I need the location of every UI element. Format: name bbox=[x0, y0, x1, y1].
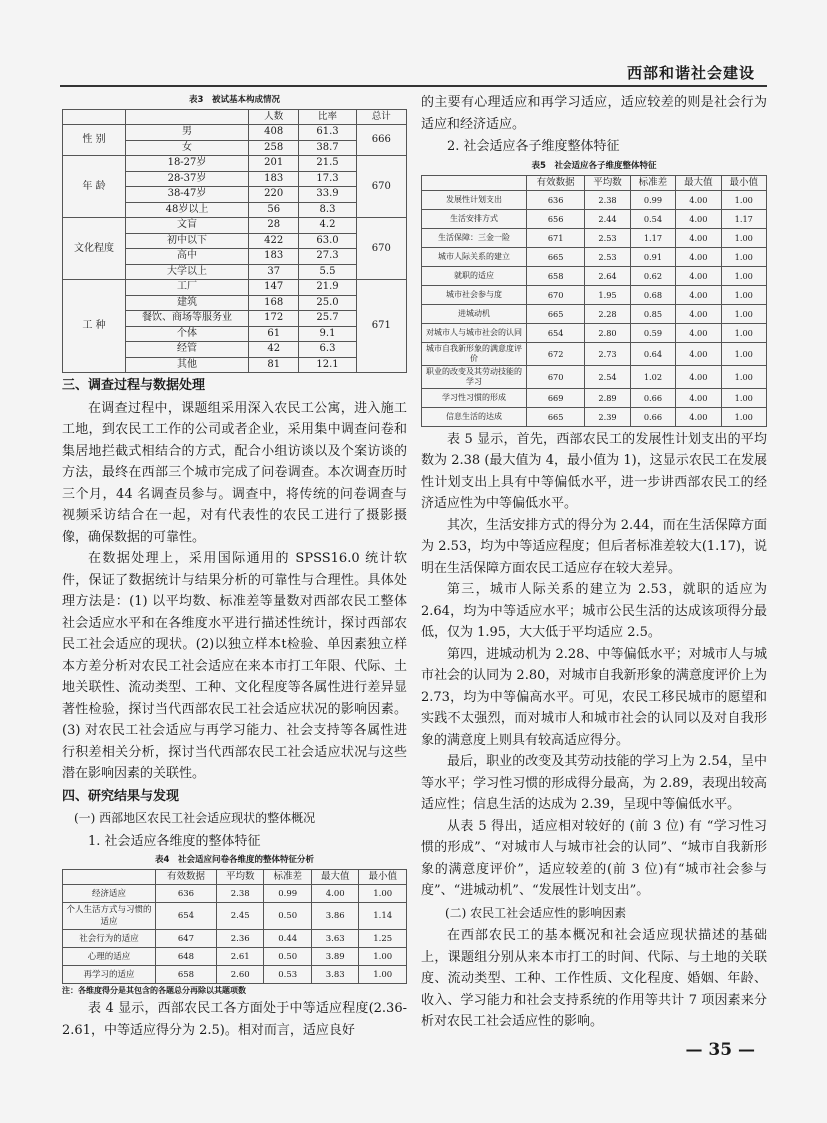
table-cell: 61.3 bbox=[299, 125, 356, 141]
table3-header-row bbox=[63, 110, 407, 125]
table-cell: 0.64 bbox=[630, 342, 675, 365]
table-cell: 工厂 bbox=[126, 280, 249, 296]
table5-header-cell: 标准差 bbox=[630, 175, 675, 190]
table-row bbox=[63, 885, 407, 903]
table-cell: 1.17 bbox=[721, 209, 766, 228]
table-cell: 27.3 bbox=[299, 249, 356, 265]
section-heading: 三、调查过程与数据处理 bbox=[62, 378, 206, 393]
table3-header-cell: 人数 bbox=[249, 110, 299, 125]
table-cell: 56 bbox=[249, 202, 299, 218]
table3-header-cell bbox=[126, 110, 249, 125]
subsection-heading: (一) 西部地区农民工社会适应现状的整体概况 bbox=[74, 811, 316, 825]
subsection-heading: 2. 社会适应各子维度整体特征 bbox=[447, 139, 620, 154]
table-cell: 422 bbox=[249, 233, 299, 249]
table-cell: 183 bbox=[249, 249, 299, 265]
table-cell: 4.00 bbox=[676, 365, 721, 388]
table-cell: 63.0 bbox=[299, 233, 356, 249]
table-cell: 21.9 bbox=[299, 280, 356, 296]
table-cell: 1.14 bbox=[359, 903, 407, 930]
table-cell: 2.45 bbox=[216, 903, 264, 930]
table3 bbox=[62, 109, 407, 373]
row-label: 个人生活方式与习惯的适应 bbox=[63, 903, 156, 930]
table-row bbox=[422, 388, 767, 407]
table-row bbox=[422, 342, 767, 365]
subsection-heading: (二) 农民工社会适应性的影响因素 bbox=[445, 905, 627, 920]
table-row bbox=[422, 285, 767, 304]
table-cell: 17.3 bbox=[299, 171, 356, 187]
paragraph: 在数据处理上，采用国际通用的 SPSS16.0 统计软件，保证了数据统计与结果分析的可靠性与合理性。具体处理方法是：(1) 以平均数、标准差等量数对西部农民工整体社会适应水平和在各维度水平进行描述性统计，探讨西部农民工社会适应的现状。(2)以独立样本t检验、单因素独立样本方差分析对农民工社会适应在来本市打工年限、代际、土地关联性、流动类型、工种、文化程度等各属性进行差异显著性检验，探讨当代西部农民工社会适应状况的影响因素。(3) 对农民工社会适应与再学习能力、社会支持等各属性进行积差相关分析，探讨当代西部农民工社会适应状况与这些潜在影响因素的关联性。 bbox=[62, 551, 407, 781]
table-cell: 25.7 bbox=[299, 311, 356, 327]
table-cell: 42 bbox=[249, 342, 299, 358]
table-row bbox=[422, 228, 767, 247]
table-cell: 672 bbox=[527, 342, 585, 365]
table-cell: 665 bbox=[527, 407, 585, 426]
table-cell: 1.17 bbox=[630, 228, 675, 247]
page-number: — 35 — bbox=[685, 1040, 755, 1060]
table3-header-cell: 比率 bbox=[299, 110, 356, 125]
table-cell: 658 bbox=[527, 266, 585, 285]
table-cell: 172 bbox=[249, 311, 299, 327]
table-cell: 1.00 bbox=[721, 342, 766, 365]
table5-header-cell bbox=[422, 175, 527, 190]
journal-section-title: 西部和谐社会建设 bbox=[626, 64, 755, 82]
table-cell: 1.00 bbox=[721, 190, 766, 209]
table-cell: 48岁以上 bbox=[126, 202, 249, 218]
table-cell: 12.1 bbox=[299, 357, 356, 373]
row-label: 生活安排方式 bbox=[422, 209, 527, 228]
paragraph: 第三，城市人际关系的建立为 2.53，就职的适应为 2.64，均为中等适应水平；城市公民生活的达成该项得分最低，仅为 1.95，大大低于平均适应 2.5。 bbox=[421, 582, 767, 640]
table-cell: 665 bbox=[527, 304, 585, 323]
table5-header-row bbox=[422, 175, 767, 190]
table-cell: 女 bbox=[126, 140, 249, 156]
table-cell: 1.00 bbox=[721, 407, 766, 426]
table-cell: 1.00 bbox=[359, 966, 407, 984]
table-cell: 0.91 bbox=[630, 247, 675, 266]
table-cell: 38.7 bbox=[299, 140, 356, 156]
right-column bbox=[421, 92, 767, 1033]
table-row bbox=[63, 966, 407, 984]
row-label: 城市自我新形象的满意度评价 bbox=[422, 342, 527, 365]
table-cell: 2.44 bbox=[585, 209, 630, 228]
table-cell: 61 bbox=[249, 326, 299, 342]
table-cell: 4.00 bbox=[676, 266, 721, 285]
table-cell: 个体 bbox=[126, 326, 249, 342]
table-cell: 669 bbox=[527, 388, 585, 407]
table-cell: 0.68 bbox=[630, 285, 675, 304]
table-cell: 4.00 bbox=[676, 190, 721, 209]
table-cell: 1.00 bbox=[721, 247, 766, 266]
table-cell: 258 bbox=[249, 140, 299, 156]
table-cell: 9.1 bbox=[299, 326, 356, 342]
paragraph: 表 5 显示，首先，西部农民工的发展性计划支出的平均数为 2.38 (最大值为 4，最小值为 1)，这显示农民工在发展性计划支出上具有中等偏低水平，进一步讲西部农民工的经济适应性为中等偏低水平。 bbox=[421, 431, 767, 511]
table3-body bbox=[63, 125, 407, 373]
table5-caption: 表5 社会适应各子维度整体特征 bbox=[531, 160, 657, 171]
table-cell: 28 bbox=[249, 218, 299, 234]
table4 bbox=[62, 869, 407, 984]
table-row bbox=[422, 266, 767, 285]
table-row bbox=[422, 407, 767, 426]
paragraph: 的主要有心理适应和再学习适应，适应较差的则是社会行为适应和经济适应。 bbox=[421, 95, 767, 132]
table-cell: 5.5 bbox=[299, 264, 356, 280]
table-cell: 2.64 bbox=[585, 266, 630, 285]
table-cell: 408 bbox=[249, 125, 299, 141]
table-cell: 168 bbox=[249, 295, 299, 311]
table-cell: 4.00 bbox=[676, 209, 721, 228]
row-label: 就职的适应 bbox=[422, 266, 527, 285]
table-cell: 656 bbox=[527, 209, 585, 228]
table-cell: 28-37岁 bbox=[126, 171, 249, 187]
table-cell: 654 bbox=[156, 903, 217, 930]
row-label: 再学习的适应 bbox=[63, 966, 156, 984]
table-cell: 3.83 bbox=[311, 966, 359, 984]
table-cell: 高中 bbox=[126, 249, 249, 265]
table-row bbox=[422, 304, 767, 323]
table3-group-label: 性 别 bbox=[63, 125, 126, 156]
paragraph: 第四，进城动机为 2.28、中等偏低水平；对城市人与城市社会的认同为 2.80，对城市自我新形象的满意度评价上为 2.73，均为中等偏高水平。可见，农民工移民城市的愿望和实践不太强烈，而对城市人和城市社会的认同以及对自我形象的满意度上则具有较高适应得分。 bbox=[421, 646, 767, 748]
table-cell: 183 bbox=[249, 171, 299, 187]
table-cell: 2.39 bbox=[585, 407, 630, 426]
row-label: 对城市人与城市社会的认同 bbox=[422, 323, 527, 342]
table3-group-label: 工 种 bbox=[63, 280, 126, 373]
table-row bbox=[422, 365, 767, 388]
table5-header-cell: 最大值 bbox=[676, 175, 721, 190]
paragraph: 其次，生活安排方式的得分为 2.44，而在生活保障方面为 2.53，均为中等适应程度；但后者标准差较大(1.17)，说明在生活保障方面农民工适应存在较大差异。 bbox=[421, 517, 767, 576]
table-row bbox=[422, 209, 767, 228]
table-cell: 1.00 bbox=[359, 885, 407, 903]
table-cell: 2.36 bbox=[216, 930, 264, 948]
table-cell: 658 bbox=[156, 966, 217, 984]
table-row bbox=[63, 156, 407, 172]
row-label: 经济适应 bbox=[63, 885, 156, 903]
table-cell: 1.00 bbox=[721, 304, 766, 323]
table-cell: 0.99 bbox=[264, 885, 312, 903]
table4-header-cell: 平均数 bbox=[216, 870, 264, 885]
table-cell: 1.00 bbox=[359, 948, 407, 966]
row-label: 职业的改变及其劳动技能的学习 bbox=[422, 365, 527, 388]
table5 bbox=[421, 175, 767, 427]
table-cell: 3.63 bbox=[311, 930, 359, 948]
table-row bbox=[63, 125, 407, 141]
table3-group-total: 671 bbox=[356, 280, 406, 373]
table-cell: 220 bbox=[249, 187, 299, 203]
table-cell: 81 bbox=[249, 357, 299, 373]
table-cell: 2.61 bbox=[216, 948, 264, 966]
table-row bbox=[422, 323, 767, 342]
table-cell: 4.2 bbox=[299, 218, 356, 234]
table-cell: 1.00 bbox=[721, 323, 766, 342]
table-cell: 8.3 bbox=[299, 202, 356, 218]
table-cell: 2.60 bbox=[216, 966, 264, 984]
paragraph: 在西部农民工的基本概况和社会适应现状描述的基础上，课题组分别从来本市打工的时间、代际、与土地的关联度、流动类型、工种、工作性质、文化程度、婚姻、年龄、收入、学习能力和社会支持系统的作用等共计 7 项因素来分析对农民工社会适应性的影响。 bbox=[421, 928, 767, 1029]
table-row bbox=[422, 190, 767, 209]
table-cell: 0.59 bbox=[630, 323, 675, 342]
table3-group-label: 年 龄 bbox=[63, 156, 126, 218]
table-cell: 648 bbox=[156, 948, 217, 966]
table-cell: 经管 bbox=[126, 342, 249, 358]
table-cell: 4.00 bbox=[311, 885, 359, 903]
table-cell: 21.5 bbox=[299, 156, 356, 172]
table-cell: 665 bbox=[527, 247, 585, 266]
table-cell: 3.86 bbox=[311, 903, 359, 930]
table-cell: 0.50 bbox=[264, 903, 312, 930]
table-cell: 2.38 bbox=[585, 190, 630, 209]
table-cell: 文盲 bbox=[126, 218, 249, 234]
table4-header-cell bbox=[63, 870, 156, 885]
row-label: 发展性计划支出 bbox=[422, 190, 527, 209]
table3-group-total: 670 bbox=[356, 218, 406, 280]
table-row bbox=[63, 218, 407, 234]
table-cell: 初中以下 bbox=[126, 233, 249, 249]
table-cell: 654 bbox=[527, 323, 585, 342]
row-label: 进城动机 bbox=[422, 304, 527, 323]
table5-header-cell: 有效数据 bbox=[527, 175, 585, 190]
table-cell: 4.00 bbox=[676, 342, 721, 365]
table-cell: 1.00 bbox=[721, 388, 766, 407]
table-cell: 2.53 bbox=[585, 228, 630, 247]
table-cell: 1.00 bbox=[721, 285, 766, 304]
paragraph: 从表 5 得出，适应相对较好的 (前 3 位) 有 “学习性习惯的形成”、“对城市人与城市社会的认同”、“城市自我新形象的满意度评价”，适应较差的(前 3 位)有“城市社会参与度”、“进城动机”、“发展性计划支出”。 bbox=[421, 818, 767, 898]
table-cell: 636 bbox=[527, 190, 585, 209]
table-cell: 4.00 bbox=[676, 228, 721, 247]
left-column bbox=[62, 92, 407, 1041]
row-label: 心理的适应 bbox=[63, 948, 156, 966]
table4-header-row bbox=[63, 870, 407, 885]
table-cell: 2.89 bbox=[585, 388, 630, 407]
table-cell: 其他 bbox=[126, 357, 249, 373]
table-cell: 38-47岁 bbox=[126, 187, 249, 203]
table-cell: 671 bbox=[527, 228, 585, 247]
table-cell: 670 bbox=[527, 365, 585, 388]
subsection-heading: 1. 社会适应各维度的整体特征 bbox=[88, 833, 261, 849]
table3-group-total: 670 bbox=[356, 156, 406, 218]
table-cell: 2.53 bbox=[585, 247, 630, 266]
table-cell: 647 bbox=[156, 930, 217, 948]
table-cell: 201 bbox=[249, 156, 299, 172]
header-rule bbox=[60, 85, 767, 87]
row-label: 生活保障：三金一险 bbox=[422, 228, 527, 247]
table-cell: 0.44 bbox=[264, 930, 312, 948]
section-heading: 四、研究结果与发现 bbox=[62, 788, 180, 804]
table-row bbox=[63, 930, 407, 948]
table-cell: 4.00 bbox=[676, 407, 721, 426]
table5-header-cell: 平均数 bbox=[585, 175, 630, 190]
table-cell: 男 bbox=[126, 125, 249, 141]
paragraph: 最后，职业的改变及其劳动技能的学习上为 2.54，呈中等水平；学习性习惯的形成得分最高，为 2.89，表现出较高适应性；信息生活的达成为 2.39，呈现中等偏低水平。 bbox=[421, 754, 767, 812]
table3-caption: 表3 被试基本构成情况 bbox=[189, 95, 280, 105]
table-cell: 2.28 bbox=[585, 304, 630, 323]
table5-header-cell: 最小值 bbox=[721, 175, 766, 190]
table-cell: 2.38 bbox=[216, 885, 264, 903]
table-cell: 0.53 bbox=[264, 966, 312, 984]
table5-body bbox=[422, 190, 767, 426]
table-cell: 1.95 bbox=[585, 285, 630, 304]
table-cell: 4.00 bbox=[676, 304, 721, 323]
table-cell: 4.00 bbox=[676, 247, 721, 266]
table3-group-label: 文化程度 bbox=[63, 218, 126, 280]
table4-note: 注：各维度得分是其包含的各题总分再除以其题项数 bbox=[62, 986, 246, 995]
table-row bbox=[422, 247, 767, 266]
table-cell: 636 bbox=[156, 885, 217, 903]
table4-header-cell: 最大值 bbox=[311, 870, 359, 885]
table4-header-cell: 最小值 bbox=[359, 870, 407, 885]
table-cell: 6.3 bbox=[299, 342, 356, 358]
table-cell: 餐饮、商场等服务业 bbox=[126, 311, 249, 327]
table-cell: 4.00 bbox=[676, 388, 721, 407]
table-cell: 1.00 bbox=[721, 266, 766, 285]
table-cell: 1.00 bbox=[721, 228, 766, 247]
table-cell: 0.66 bbox=[630, 407, 675, 426]
row-label: 信息生活的达成 bbox=[422, 407, 527, 426]
table3-header-cell bbox=[63, 110, 126, 125]
table-cell: 2.54 bbox=[585, 365, 630, 388]
table-row bbox=[63, 948, 407, 966]
table4-header-cell: 有效数据 bbox=[156, 870, 217, 885]
table-cell: 0.66 bbox=[630, 388, 675, 407]
row-label: 城市人际关系的建立 bbox=[422, 247, 527, 266]
table-cell: 4.00 bbox=[676, 323, 721, 342]
table-cell: 670 bbox=[527, 285, 585, 304]
table-cell: 147 bbox=[249, 280, 299, 296]
table-cell: 2.73 bbox=[585, 342, 630, 365]
table-cell: 建筑 bbox=[126, 295, 249, 311]
table-cell: 1.25 bbox=[359, 930, 407, 948]
paragraph: 在调查过程中，课题组采用深入农民工公寓，进入施工工地，到农民工工作的公司或者企业，采用集中调查问卷和集居地拦截式相结合的方式，配合小组访谈以及个案访谈的方法，最终在西部三个城市完成了问卷调查。本次调查历时三个月，44 名调查员参与。调查中，将传统的问卷调查与视频采访结合在一起，对有代表性的农民工进行了摄影摄像，确保数据的可靠性。 bbox=[62, 400, 407, 545]
table-cell: 3.89 bbox=[311, 948, 359, 966]
row-label: 学习性习惯的形成 bbox=[422, 388, 527, 407]
table-cell: 0.50 bbox=[264, 948, 312, 966]
table-cell: 33.9 bbox=[299, 187, 356, 203]
table-cell: 1.02 bbox=[630, 365, 675, 388]
table-cell: 0.99 bbox=[630, 190, 675, 209]
table-cell: 1.00 bbox=[721, 365, 766, 388]
table-cell: 0.54 bbox=[630, 209, 675, 228]
table-cell: 25.0 bbox=[299, 295, 356, 311]
table-row bbox=[63, 280, 407, 296]
table-cell: 18-27岁 bbox=[126, 156, 249, 172]
row-label: 城市社会参与度 bbox=[422, 285, 527, 304]
table-cell: 0.62 bbox=[630, 266, 675, 285]
table-cell: 4.00 bbox=[676, 285, 721, 304]
table-cell: 0.85 bbox=[630, 304, 675, 323]
table3-group-total: 666 bbox=[356, 125, 406, 156]
table4-header-cell: 标准差 bbox=[264, 870, 312, 885]
table4-caption: 表4 社会适应问卷各维度的整体特征分析 bbox=[155, 855, 314, 865]
paragraph: 表 4 显示，西部农民工各方面处于中等适应程度(2.36-2.61，中等适应得分为 2.5)。相对而言，适应良好 bbox=[62, 1001, 407, 1038]
table-row bbox=[63, 903, 407, 930]
table-cell: 37 bbox=[249, 264, 299, 280]
table3-header-cell: 总计 bbox=[356, 110, 406, 125]
table-cell: 大学以上 bbox=[126, 264, 249, 280]
table4-body bbox=[63, 885, 407, 984]
row-label: 社会行为的适应 bbox=[63, 930, 156, 948]
table-cell: 2.80 bbox=[585, 323, 630, 342]
